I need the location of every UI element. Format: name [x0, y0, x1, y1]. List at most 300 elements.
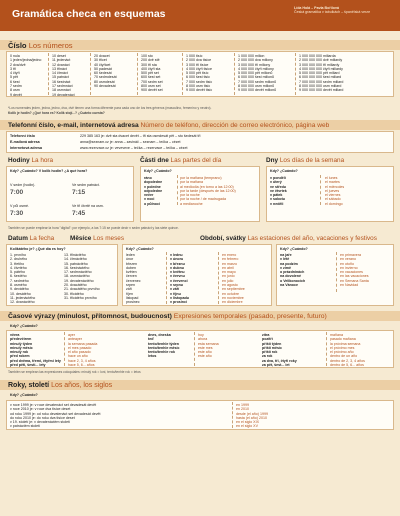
numbers-col-millions-item: 9 000 000 devět milionů [238, 88, 277, 93]
casove-past-cz-item: včera [10, 333, 20, 337]
mesice-cz-v-item: v září [170, 287, 180, 292]
numbers-col-thousands-item: 7 000 sedm tisíc [186, 79, 213, 84]
mesice-cz-v-item: v červenci [170, 278, 188, 283]
roky-cz-item: od roku 1999 je: od roku devatenáct set devadesát devět [10, 411, 101, 416]
mesice-cz-item: srpen [126, 283, 135, 288]
mesice-cz-v-item: v červnu [170, 274, 185, 279]
obdobi-question: Kdy? ¿Cuándo? [280, 247, 308, 251]
casove-future-cz-item: příští měsíc [262, 345, 282, 350]
mesice-cz-v-item: v prosinci [170, 300, 187, 305]
mesice-cz-v-item: v lednu [170, 253, 183, 257]
divider [166, 252, 167, 304]
numbers-col-hundreds-item: 200 dvě stě [141, 58, 160, 63]
mesice-title [70, 235, 124, 243]
datum-col-2-item: 17. sedmnáctého [64, 270, 92, 275]
roky-es-item: hasta (el año) 2010 [236, 415, 267, 420]
numbers-col-tens-item: 40 čtyřicet [94, 62, 111, 67]
dny-cz-item: ve čtvrtek [270, 188, 287, 193]
numbers-note: *Los numerales jeden, jedna, jedno, dva, dvě tienen una forma diferente para cada uno de los tres géneros (masculino, femenino y neutro). [8, 106, 212, 110]
mesice-cz-item: červenec [126, 278, 141, 283]
divider [177, 175, 178, 205]
obdobi-cz-item: o prázdninách [280, 270, 305, 275]
numbers-col-teens-item: 13 třináct [52, 66, 67, 71]
datum-col-2-item: 20. dvacátého [64, 283, 87, 288]
time-label-4: Ve tři čtvrtě na osm. [72, 204, 104, 208]
datum-col-2-item: 15. patnáctého [64, 261, 88, 266]
mesice-es-item: en agosto [222, 283, 238, 288]
mesice-es-item: en abril [222, 265, 234, 270]
obdobi-cz-item: na podzim [280, 261, 298, 266]
casti-dne-es [180, 176, 236, 206]
mesice-title-es: Los meses [93, 235, 125, 242]
casove-future-es-item: el próximo año [330, 350, 354, 355]
divider [295, 53, 296, 95]
divider [182, 53, 183, 95]
casove-question: Kdy? ¿Cuándo? [10, 324, 38, 328]
casove-present-es-item: ahora [198, 337, 208, 342]
numbers-col-millions-item: 8 000 000 osm milionů [238, 84, 275, 89]
obdobi-title [200, 235, 377, 243]
casti-dne-title-cz: Části dne [140, 157, 169, 164]
mesice-cz-item: duben [126, 265, 136, 270]
roky-es-item: en 2010 [236, 407, 249, 412]
casove-past-es-item: hace un año [68, 354, 88, 359]
obdobi-cz-item: v zimě [280, 265, 291, 270]
roky-es-item: desde (el año) 1999 [236, 411, 268, 416]
numbers-col-tens-item: 60 šedesát [94, 71, 112, 76]
casove-past-es-item: anteayer [68, 337, 82, 342]
mesice-es-item: en diciembre [222, 300, 243, 305]
casove-past-es-item: ayer [68, 333, 75, 337]
telefon-row-value: www.rezervace.cz je: veveveve – tečka – rezervace – tečka – cézet [80, 145, 188, 150]
divider [218, 252, 219, 304]
mesice-es-item: en julio [222, 278, 234, 283]
casti-dne-cz-item: v noci [144, 197, 155, 202]
datum-col-1-item: 4. čtvrtého [10, 265, 27, 270]
casove-future-es-item: pasado mañana [330, 337, 356, 342]
roky-title-es: Los años, los siglos [51, 381, 113, 389]
casove-present-es-item: este mes [198, 345, 213, 350]
casove-future-es-item: dentro de 5, 6... años [330, 363, 364, 368]
datum-col-1-item: 3. třetího [10, 261, 25, 266]
mesice-cz-item: únor [126, 257, 134, 262]
mesice-cz-item: březen [126, 261, 137, 266]
numbers-col-units-item: 0 nula [10, 54, 20, 58]
mesice-cz-v-item: v dubnu [170, 265, 184, 270]
mesice-cz-v-item: v únoru [170, 257, 184, 262]
numbers-col-billions-item: 7 000 000 000 sedm miliard [299, 79, 344, 84]
casove-past-cz [10, 333, 61, 367]
casti-dne-cz-item: ráno [144, 176, 152, 180]
dny-cz [270, 176, 287, 206]
casove-present-es-item: hoy [198, 333, 204, 337]
numbers-col-billions-item: 5 000 000 000 pět miliard [299, 71, 340, 76]
numbers-col-units-item: 2 dva/dvě [10, 62, 26, 67]
datum-question: Kolikátého je? ¿Qué día es hoy? [10, 247, 66, 251]
casove-present-es-item: este año [198, 350, 212, 355]
casove-past-cz-item: minulý rok [10, 350, 29, 355]
casove-present-cz-item: teď [148, 337, 154, 342]
dny-title [266, 157, 344, 165]
obdobi-es-item: en vacaciones [340, 270, 363, 275]
mesice-cz-item: listopad [126, 295, 139, 300]
datum-col-1 [10, 253, 35, 305]
mesice-es-item: en febrero [222, 257, 239, 262]
casove-past-cz-item: před rokem [10, 354, 30, 359]
hodiny-title [8, 157, 53, 165]
mesice-es-item: en junio [222, 274, 235, 279]
datum-col-1-item: 1. prvního [10, 253, 26, 257]
datum-col-2-item: 16. šestnáctého [64, 265, 90, 270]
time-label-3: Ve sedm patnáct. [72, 183, 100, 187]
datum-title [8, 235, 54, 243]
hodiny-card [6, 166, 134, 222]
casove-past-es-item: la semana pasada [68, 341, 98, 346]
numbers-col-hundreds-item: 100 sto [141, 54, 153, 58]
divider [64, 332, 65, 366]
casove-present-cz-item: tento/tenhle měsíc [148, 345, 180, 350]
numbers-col-millions-item: 7 000 000 sedm milionů [238, 79, 277, 84]
casove-future-cz-item: za pět, šest... let [262, 363, 290, 368]
numbers-col-hundreds-item: 400 čtyři sta [141, 66, 161, 71]
numbers-col-tens-item: 90 devadesát [94, 84, 116, 89]
roky-cz-item: v patnáctém století [10, 424, 41, 429]
casove-past-cz-item: minulý měsíc [10, 345, 33, 350]
time-label-1: V sedm (hodin). [10, 183, 36, 187]
casove-past-cz-item: předevčírem [10, 337, 32, 342]
numbers-col-hundreds-item: 900 devět set [141, 88, 163, 93]
divider [90, 53, 91, 95]
casti-dne-cz-item: odpoledne [144, 188, 163, 193]
divider [232, 402, 233, 428]
telefon-row-value: 229 385 163 je: dvě sta dvacet devět – tři sta osmdesát pět – sto šedesát tři [80, 134, 201, 138]
casove-past-es [68, 333, 97, 367]
casove-present-cz [148, 333, 180, 359]
mesice-cz-item: květen [126, 270, 137, 275]
casove-present-cz-item: tento/tenhle rok [148, 350, 175, 355]
numbers-col-thousands [186, 54, 212, 93]
telefon-row-label: Telefonní číslo [10, 134, 35, 138]
casove-present-cz-item: dnes, dneska [148, 333, 171, 337]
casove-future-cz [262, 333, 297, 367]
numbers-col-hundreds [141, 54, 163, 93]
hodiny-title-es: La hora [31, 157, 54, 164]
numbers-col-hundreds-item: 700 sedm set [141, 79, 163, 84]
numbers-col-tens [94, 54, 117, 88]
numbers-col-units-item: 6 šest [10, 79, 20, 84]
obdobi-title-cz: Období, svátky [200, 235, 246, 242]
mesice-cz-item: prosinec [126, 300, 140, 305]
numbers-col-teens-item: 18 osmnáct [52, 88, 71, 93]
divider [137, 53, 138, 95]
mesice-es-item: en septiembre [222, 287, 245, 292]
datum-title-cz: Datum [8, 235, 28, 242]
casove-past-es-item: hace 5, 6... años [68, 363, 95, 368]
numbers-col-hundreds-item: 800 osm set [141, 84, 161, 89]
casti-dne-es-item: por la noche / de madrugada [180, 197, 226, 202]
datum-col-1-item: 2. druhého [10, 257, 28, 262]
mesice-cz-v-item: v listopadu [170, 295, 189, 300]
obdobi-es-item: en Navidad [340, 283, 359, 288]
casti-dne-question: Kdy? ¿Cuándo? [144, 169, 172, 173]
divider [326, 332, 327, 366]
roky-cz [10, 403, 101, 429]
casove-title-es: Expresiones temporales (pasado, presente, futuro) [173, 312, 327, 320]
cislo-title [8, 41, 73, 50]
numbers-col-billions-item: 1 000 000 000 miliarda [299, 54, 336, 58]
numbers-col-thousands-item: 4 000 čtyři tisíce [186, 66, 212, 71]
mesice-cz-item: říjen [126, 291, 133, 296]
casove-future-es-item: mañana [330, 333, 343, 337]
obdobi-cz-item: o Velikonocích [280, 278, 306, 283]
hodiny-note: También se puede emplear la hora "digital": por ejemplo, a las 7:15 se puede decir v sedm patnáct y las siete quince. [8, 226, 179, 230]
dny-es-item: el domingo [325, 201, 343, 206]
mesice-cz-v [170, 253, 189, 305]
datum-col-1-item: 11. jedenáctého [10, 295, 36, 300]
casove-past-es-item: el año pasado [68, 350, 91, 355]
dny-es-item: el miércoles [325, 184, 345, 189]
telefon-row-value: anna@seznam.cz je: anna – zavináč – seznam – tečka – cézet [80, 139, 181, 144]
numbers-col-tens-item: 30 třicet [94, 58, 107, 63]
casti-dne-cz [144, 176, 162, 206]
numbers-col-units-item: 3 tři [10, 66, 16, 71]
casove-present-cz-item: letos [148, 354, 157, 359]
time-value-2: 7:30 [10, 210, 24, 217]
mesice-es-item: en marzo [222, 261, 237, 266]
dny-cz-item: ve středu [270, 184, 286, 189]
casove-present-es-item: esta semana [198, 341, 219, 346]
dny-cz-item: v sobotu [270, 197, 285, 202]
mesice-es-item: en enero [222, 253, 237, 257]
telefon-row-label: E-mailová adresa [10, 139, 40, 144]
numbers-col-teens-item: 19 devatenáct [52, 92, 75, 97]
numbers-col-units-item: 8 osm [10, 88, 20, 93]
casti-dne-es-item: al mediodía (en torno a las 12:00) [180, 184, 234, 189]
cislo-title-es: Los números [28, 40, 73, 50]
numbers-col-teens-item: 16 šestnáct [52, 79, 71, 84]
numbers-col-millions-item: 1 000 000 milion [238, 54, 265, 58]
mesice-cz-v-item: v květnu [170, 270, 185, 275]
mesice-title-cz: Měsíce [70, 235, 92, 242]
datum-col-1-item: 8. osmého [10, 283, 27, 288]
roky-title [8, 381, 112, 390]
page-title: Gramática checa en esquemas [12, 8, 166, 20]
mesice-cz-v-item: v říjnu [170, 291, 181, 296]
time-value-4: 7:45 [72, 210, 86, 217]
datum-col-2-item: 21. dvacátého prvního [64, 287, 100, 292]
numbers-col-billions-item: 8 000 000 000 osm miliard [299, 84, 342, 89]
datum-col-1-item: 6. šestého [10, 274, 27, 279]
hodiny-title-cz: Hodiny [8, 157, 30, 164]
numbers-col-units [10, 54, 41, 97]
casove-note: También se emplean las expresiones coloquiales: minulý rok = loni, tento/tenhle rok = letos [8, 370, 141, 374]
numbers-col-teens-item: 12 dvanáct [52, 62, 70, 67]
obdobi-cz-item: v létě [280, 257, 290, 262]
mesice-cz-v-item: v srpnu [170, 283, 183, 288]
mesice-cz-item: září [126, 287, 132, 292]
authors: Lída Holá – Pavla Bořilová [294, 6, 339, 10]
datum-col-2-item: 19. devatenáctého [64, 278, 94, 283]
datum-col-2-item: 30. třicátého [64, 291, 84, 296]
casove-present-es-item: este año [198, 354, 212, 359]
numbers-col-teens-item: 15 patnáct [52, 75, 69, 80]
numbers-col-millions-item: 5 000 000 pět milionů [238, 71, 273, 76]
roky-es-item: en 1999 [236, 403, 249, 407]
divider [234, 53, 235, 95]
telefon-title-cz: Telefonní číslo, e-mail, internetová adresa [8, 121, 139, 129]
mesice-es-item: en mayo [222, 270, 236, 275]
casti-dne-es-item: por la tarde (después de las 12:00) [180, 188, 236, 193]
numbers-col-billions-item: 2 000 000 000 dvě miliardy [299, 58, 343, 63]
dny-title-es: Los días de la semana [279, 157, 345, 164]
telefon-title-es: Número de teléfono, dirección de correo electrónico, página web [140, 121, 330, 129]
dny-es-item: el jueves [325, 188, 340, 193]
casti-dne-cz-item: o půlnoci [144, 201, 160, 206]
numbers-col-tens-item: 50 padesát [94, 66, 112, 71]
mesice-es [222, 253, 245, 305]
datum-col-1-item: 7. sedmého [10, 278, 29, 283]
numbers-col-tens-item: 20 dvacet [94, 54, 110, 58]
datum-col-2-item: 13. třináctého [64, 253, 86, 257]
numbers-col-units-item: 1 jeden/jedna/jedno [10, 58, 42, 63]
casove-future-es-item: la próxima semana [330, 341, 361, 346]
numbers-col-teens [52, 54, 75, 97]
mesice-question: Kdy? ¿Cuándo? [126, 247, 154, 251]
numbers-col-thousands-item: 8 000 osm tisíc [186, 84, 211, 89]
obdobi-cz-item: na jaře [280, 253, 292, 257]
numbers-col-billions-item: 3 000 000 000 tři miliardy [299, 62, 340, 67]
numbers-col-hundreds-item: 300 tři sta [141, 62, 157, 67]
casti-dne-cz-item: dopoledne [144, 180, 163, 185]
datum-col-1-item: 9. devátého [10, 287, 29, 292]
casove-future-es-item: el próximo mes [330, 345, 355, 350]
casove-past-es-item: el mes pasado [68, 345, 92, 350]
numbers-col-tens-item: 70 sedmdesát [94, 75, 117, 80]
numbers-col-hundreds-item: 600 šest set [141, 75, 161, 80]
casti-dne-es-item: por la noche [180, 193, 200, 198]
casove-future-cz-item: příští týden [262, 341, 282, 346]
numbers-col-thousands-item: 1 000 tisíc [186, 54, 203, 58]
roky-cz-item: v 19. století je: v devatenáctém století [10, 420, 71, 425]
time-value-3: 7:15 [72, 189, 86, 196]
time-value-1: 7:00 [10, 189, 24, 196]
numbers-col-thousands-item: 5 000 pět tisíc [186, 71, 209, 76]
numbers-col-billions-item: 4 000 000 000 čtyři miliardy [299, 66, 343, 71]
casove-title [8, 312, 327, 321]
datum-col-2 [64, 253, 100, 300]
obdobi-es-item: en invierno [340, 265, 358, 270]
header-subtitle: Česká gramatika v tabulkách – španělská verze [294, 10, 371, 15]
numbers-col-teens-item: 11 jedenáct [52, 58, 71, 63]
dny-cz-item: v pondělí [270, 176, 286, 180]
numbers-col-millions-item: 3 000 000 tři miliony [238, 62, 271, 67]
casti-dne-cz-item: večer [144, 193, 154, 198]
roky-es [236, 403, 268, 429]
obdobi-cz-item: na dovolené [280, 274, 301, 279]
dny-cz-item: v úterý [270, 180, 282, 185]
dny-es-item: el viernes [325, 193, 341, 198]
obdobi-es-item: en verano [340, 257, 356, 262]
obdobi-cz-item: na Vánoce [280, 283, 298, 288]
casove-future-cz-item: za dva, tři, čtyři roky [262, 358, 297, 363]
divider [48, 53, 49, 95]
obdobi-es-item: en Semana Santa [340, 278, 369, 283]
roky-title-cz: Roky, století [8, 381, 50, 389]
casove-present-es [198, 333, 219, 359]
numbers-col-thousands-item: 3 000 tři tisíce [186, 62, 209, 67]
dny-question: Kdy? ¿Cuándo? [270, 169, 298, 173]
casove-future-es [330, 333, 365, 367]
casove-future-cz-item: za rok [262, 354, 273, 359]
casove-future-es-item: dentro de un año [330, 354, 358, 359]
dny-title-cz: Dny [266, 157, 279, 164]
casove-past-cz-item: minulý týden [10, 341, 33, 346]
roky-cz-item: v roce 2010 je: v roce dva tisíce deset [10, 407, 71, 412]
casove-past-es-item: hace 2, 3, 4 años [68, 358, 96, 363]
mesice-cz-item: leden [126, 253, 135, 257]
roky-es-item: en el siglo XIX [236, 420, 259, 425]
numbers-col-teens-item: 14 čtrnáct [52, 71, 68, 76]
mesice-es-item: en noviembre [222, 295, 244, 300]
mesice-es-item: en octubre [222, 291, 239, 296]
casove-future-cz-item: příští rok [262, 350, 278, 355]
numbers-col-teens-item: 17 sedmnáct [52, 84, 73, 89]
obdobi-es-item: en las vacaciones [340, 274, 369, 279]
dny-es-item: el martes [325, 180, 340, 185]
numbers-col-hundreds-item: 500 pět set [141, 71, 159, 76]
numbers-col-units-item: 5 pět [10, 75, 18, 80]
numbers-col-millions-item: 4 000 000 čtyři miliony [238, 66, 274, 71]
divider [336, 252, 337, 292]
dny-cz-item: v neděli [270, 201, 284, 206]
numbers-col-units-item: 9 devět [10, 92, 22, 97]
dny-es-item: el lunes [325, 176, 338, 180]
casti-dne-title-es: Las partes del día [170, 157, 222, 164]
datum-title-es: La fecha [29, 235, 55, 242]
roky-question: Kdy? ¿Cuándo? [10, 393, 38, 397]
time-label-2: V půl osmé. [10, 204, 29, 208]
cislo-title-cz: Číslo [8, 40, 27, 50]
casti-dne-title [140, 157, 221, 165]
numbers-col-thousands-item: 2 000 dva tisíce [186, 58, 212, 63]
casti-dne-es-item: a medianoche [180, 201, 203, 206]
roky-cz-item: do roku 2010 je: do roku dva tisíce deset [10, 415, 75, 420]
obdobi-title-es: Las estaciones del año, vacaciones y festivos [247, 235, 377, 242]
obdobi-es [340, 253, 369, 287]
casove-present-cz-item: tento/tenhle týden [148, 341, 179, 346]
numbers-col-billions [299, 54, 343, 93]
casti-dne-es-item: por la mañana [180, 180, 203, 185]
dny-es [325, 176, 344, 206]
casove-future-cz-item: zítra [262, 333, 270, 337]
header [0, 0, 400, 31]
divider [194, 332, 195, 366]
numbers-col-thousands-item: 6 000 šest tisíc [186, 75, 210, 80]
datum-col-1-item: 10. desátého [10, 291, 31, 296]
mesice-cz [126, 253, 141, 305]
casove-past-cz-item: před dvěma, třemi, čtyřmi lety [10, 358, 61, 363]
numbers-col-millions [238, 54, 276, 93]
dny-es-item: el sábado [325, 197, 341, 202]
datum-col-2-item: 14. čtrnáctého [64, 257, 87, 262]
obdobi-es-item: en primavera [340, 253, 361, 257]
casti-dne-es-item: por la mañana (temprano) [180, 176, 222, 180]
header-credits [294, 6, 390, 15]
telefon-title [8, 121, 329, 130]
numbers-col-tens-item: 80 osmdesát [94, 79, 115, 84]
hodiny-question: Kdy? ¿Cuándo? V kolik hodin? ¿A qué hora? [10, 169, 88, 173]
numbers-col-units-item: 4 čtyři [10, 71, 20, 76]
